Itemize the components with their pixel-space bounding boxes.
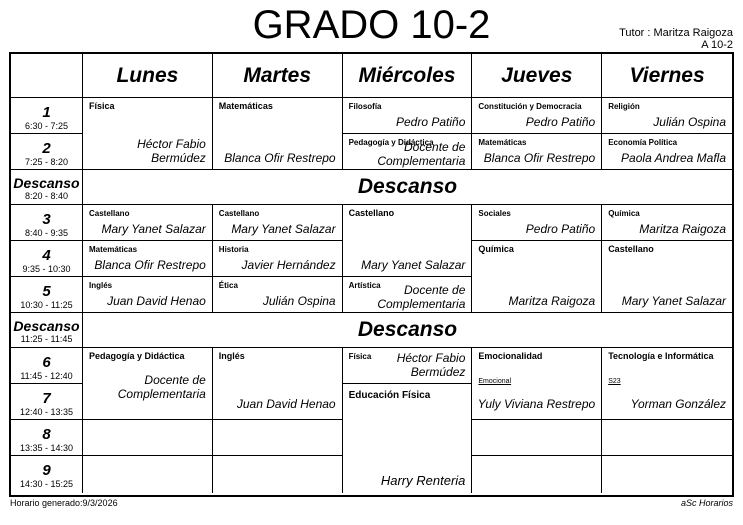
lesson-jueves-1 <box>472 98 602 134</box>
period-time: 13:35 - 14:30 <box>19 443 74 453</box>
lesson-subject: Ética <box>218 281 238 290</box>
lesson-teacher: Docente de Complementaria <box>377 283 466 311</box>
lesson-subject: Educación Física <box>348 390 431 401</box>
lesson-lunes-4 <box>83 241 213 277</box>
period-time: 9:35 - 10:30 <box>22 264 71 274</box>
lesson-subject: Castellano <box>218 209 260 218</box>
lesson-subject: Castellano <box>608 244 654 254</box>
lesson-lunes-6-7 <box>83 348 213 420</box>
lesson-martes-5 <box>213 277 343 313</box>
period-number: Descanso <box>13 318 80 334</box>
classroom-label: A 10-2 <box>701 39 733 51</box>
break-band-2: Descanso <box>83 313 732 348</box>
lesson-teacher: Juan David Henao <box>236 397 336 411</box>
lesson-viernes-9-empty <box>602 456 732 493</box>
period-2 <box>11 134 83 170</box>
lesson-subject: Química <box>478 244 514 254</box>
lesson-teacher: Maritza Raigoza <box>639 222 726 236</box>
lesson-teacher: Mary Yanet Salazar <box>621 294 726 308</box>
lesson-teacher: Blanca Ofir Restrepo <box>483 151 596 165</box>
lesson-teacher: Pedro Patiño <box>525 115 596 129</box>
lesson-miercoles-6 <box>343 348 473 384</box>
period-time: 10:30 - 11:25 <box>20 300 73 310</box>
lesson-teacher: Docente de Complementaria <box>377 140 466 168</box>
lesson-subject: Matemáticas <box>89 245 138 254</box>
period-1 <box>11 98 83 134</box>
lesson-lunes-1-2 <box>83 98 213 170</box>
break-band-1: Descanso <box>83 170 732 205</box>
lesson-martes-4 <box>213 241 343 277</box>
lesson-martes-8-empty <box>213 420 343 456</box>
lesson-viernes-8-empty <box>602 420 732 456</box>
lesson-teacher: Pedro Patiño <box>525 222 596 236</box>
lesson-subject: Física <box>348 352 372 361</box>
period-6 <box>11 348 83 384</box>
lesson-teacher: Yorman González <box>630 397 726 411</box>
period-time: 6:30 - 7:25 <box>24 121 69 131</box>
lesson-subject: Pedagogía y Didáctica <box>89 351 185 361</box>
lesson-jueves-4-5 <box>472 241 602 313</box>
lesson-teacher: Maritza Raigoza <box>508 294 596 308</box>
day-header-miercoles: Miércoles <box>343 54 473 98</box>
period-5 <box>11 277 83 313</box>
page-title: GRADO 10-2 <box>252 3 491 47</box>
lesson-teacher: Blanca Ofir Restrepo <box>94 258 206 272</box>
lesson-teacher: Mary Yanet Salazar <box>231 222 336 236</box>
period-number: Descanso <box>13 175 80 191</box>
lesson-subject: Tecnología e Informática <box>608 351 714 361</box>
lesson-teacher: Pedro Patiño <box>396 115 466 129</box>
lesson-viernes-1 <box>602 98 732 134</box>
period-8 <box>11 420 83 456</box>
timetable-grid <box>9 52 734 497</box>
lesson-teacher: Harry Renteria <box>380 473 466 488</box>
lesson-teacher: Juan David Henao <box>107 294 206 308</box>
lesson-subject: Castellano <box>89 209 130 218</box>
day-header-lunes: Lunes <box>83 54 213 98</box>
day-header-martes: Martes <box>213 54 343 98</box>
period-time: 11:45 - 12:40 <box>20 371 73 381</box>
lesson-subject: Religión <box>608 102 640 111</box>
lesson-subject: Historia <box>218 245 249 254</box>
lesson-teacher: Mary Yanet Salazar <box>101 222 206 236</box>
lesson-jueves-8-empty <box>472 420 602 456</box>
lesson-jueves-9-empty <box>472 456 602 493</box>
tutor-name: Tutor : Maritza Raigoza <box>619 27 733 39</box>
software-credit: aSc Horarios <box>680 498 733 508</box>
period-break-2 <box>11 313 83 348</box>
lesson-subject: Castellano <box>348 208 395 218</box>
period-9 <box>11 456 83 493</box>
lesson-subject: Sociales <box>478 209 511 218</box>
lesson-martes-3 <box>213 205 343 241</box>
lesson-miercoles-5 <box>343 277 473 313</box>
lesson-miercoles-3-4 <box>343 205 473 277</box>
lesson-jueves-6-7 <box>472 348 602 420</box>
period-4 <box>11 241 83 277</box>
lesson-viernes-3 <box>602 205 732 241</box>
lesson-lunes-8-empty <box>83 420 213 456</box>
day-header-viernes: Viernes <box>602 54 732 98</box>
period-number: 9 <box>42 462 51 479</box>
period-number: 2 <box>42 140 51 157</box>
lesson-martes-1-2 <box>213 98 343 170</box>
lesson-teacher: Héctor Fabio Bermúdez <box>396 351 466 379</box>
period-number: 6 <box>42 354 51 371</box>
period-number: 3 <box>42 211 51 228</box>
lesson-jueves-2 <box>472 134 602 170</box>
period-time: 7:25 - 8:20 <box>24 157 69 167</box>
day-header-jueves: Jueves <box>472 54 602 98</box>
period-break-1 <box>11 170 83 205</box>
lesson-jueves-3 <box>472 205 602 241</box>
lesson-teacher: Julián Ospina <box>262 294 336 308</box>
period-number: 4 <box>42 247 51 264</box>
lesson-subject: Inglés <box>218 351 245 361</box>
lesson-miercoles-1 <box>343 98 473 134</box>
lesson-subject: Economía Política <box>608 138 678 147</box>
lesson-subject: Matemáticas <box>478 138 527 147</box>
lesson-subject: Filosofía <box>348 102 382 111</box>
lesson-subject: Pedagogía y Didáctica <box>348 138 434 147</box>
lesson-lunes-9-empty <box>83 456 213 493</box>
period-time: 8:20 - 8:40 <box>24 191 69 201</box>
lesson-teacher: Julián Ospina <box>653 115 726 129</box>
generated-date: Horario generado:9/3/2026 <box>10 498 118 508</box>
period-time: 8:40 - 9:35 <box>24 228 69 238</box>
lesson-teacher: Paola Andrea Mafla <box>621 151 726 165</box>
period-number: 1 <box>42 104 51 121</box>
lesson-teacher: Mary Yanet Salazar <box>361 258 466 272</box>
lesson-lunes-3 <box>83 205 213 241</box>
lesson-subject: Matemáticas <box>218 101 273 111</box>
period-number: 7 <box>42 390 51 407</box>
lesson-viernes-2 <box>602 134 732 170</box>
corner-cell <box>11 54 83 98</box>
lesson-subject: Inglés <box>89 281 113 290</box>
period-number: 8 <box>42 426 51 443</box>
lesson-teacher: Yuly Viviana Restrepo <box>477 397 596 411</box>
lesson-room: Emocional <box>478 378 512 385</box>
period-number: 5 <box>42 283 51 300</box>
lesson-viernes-4-5 <box>602 241 732 313</box>
lesson-subject: Química <box>608 209 640 218</box>
period-time: 11:25 - 11:45 <box>20 334 73 344</box>
lesson-subject: Emocionalidad <box>478 351 543 361</box>
lesson-teacher: Docente de Complementaria <box>117 373 206 401</box>
period-time: 14:30 - 15:25 <box>19 479 74 489</box>
lesson-teacher: Blanca Ofir Restrepo <box>224 151 336 165</box>
lesson-teacher: Javier Hernández <box>241 258 336 272</box>
lesson-viernes-6-7 <box>602 348 732 420</box>
lesson-martes-6-7 <box>213 348 343 420</box>
lesson-subject: Constitución y Democracia <box>478 102 582 111</box>
lesson-teacher: Héctor Fabio Bermúdez <box>137 137 206 165</box>
lesson-room: S23 <box>608 378 621 385</box>
lesson-miercoles-7-9 <box>343 384 473 493</box>
period-7 <box>11 384 83 420</box>
lesson-subject: Artística <box>348 281 381 290</box>
period-3 <box>11 205 83 241</box>
lesson-miercoles-2 <box>343 134 473 170</box>
lesson-subject: Física <box>89 101 115 111</box>
lesson-lunes-5 <box>83 277 213 313</box>
period-time: 12:40 - 13:35 <box>19 407 74 417</box>
lesson-martes-9-empty <box>213 456 343 493</box>
tutor-info <box>619 27 733 51</box>
